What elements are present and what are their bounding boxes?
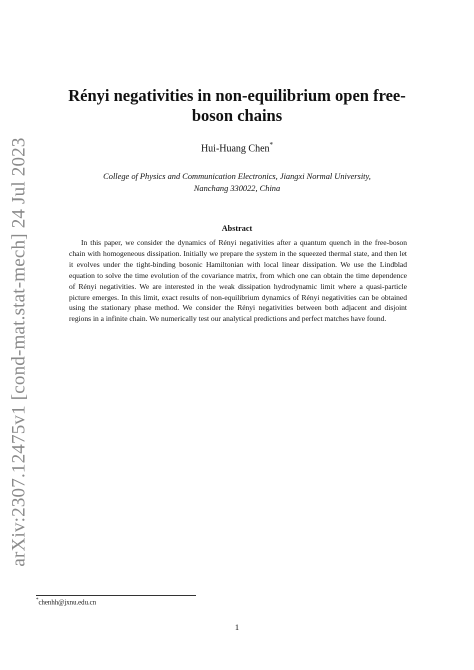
author-line [60, 141, 414, 154]
author-name: Hui-Huang Chen [200, 143, 270, 155]
page-number: 1 [234, 622, 240, 632]
arxiv-identifier-text: arXiv:2307.12475v1 [cond-mat.stat-mech] 24 Jul 2023 [9, 137, 30, 567]
footnote-mark: * [36, 598, 39, 603]
arxiv-identifier-sidebar [2, 137, 38, 567]
paper-title: Rényi negativities in non-equilibrium open free-boson chains [68, 86, 406, 125]
footnote [36, 598, 96, 606]
affiliation: College of Physics and Communication Electronics, Jiangxi Normal University, Nanchang 330022, China [103, 172, 371, 193]
footnote-divider [36, 595, 196, 596]
abstract-body: In this paper, we consider the dynamics of Rényi negativities after a quantum quench in the free-boson chain with homogeneous dissipation. Initially we prepare the system in the squeezed thermal state, and then let it evolves under the tight-binding bosonic Hamiltonian with local linear dissipation. We use the Lindblad equation to solve the time evolution of the covariance matrix, from which one can obtain the time dependence of Rényi negativities. We are interested in the weak dissipation hydrodynamic limit where a quasi-particle picture emerges. In this limit, exact results of non-equilibrium dynamics of Rényi negativities can be obtained using the stationary phase method. We consider the Rényi negativities between both adjacent and disjoint regions in a infinite chain. We numerically test our analytical predictions and perfect matches have found. [69, 238, 407, 324]
author-footnote-mark: * [269, 141, 274, 149]
abstract-heading: Abstract [221, 224, 253, 233]
footnote-email: chenhh@jxnu.edu.cn [38, 599, 97, 607]
